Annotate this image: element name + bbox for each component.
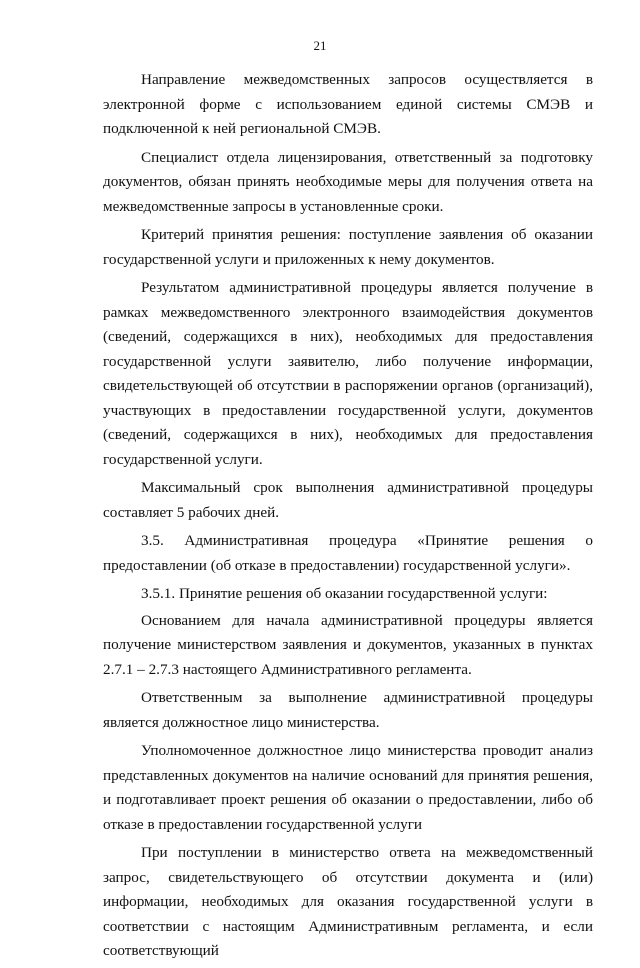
paragraph-licensing-specialist: Специалист отдела лицензирования, ответственный за подготовку документов, обязан принять необходимые меры для получения ответа на межведомственные запросы в установленные сроки. [103,148,593,215]
paragraph-decision-criterion: Критерий принятия решения: поступление заявления об оказании государственной услуги и приложенных к нему документов. [103,226,593,268]
subsection-heading-3-5-1: 3.5.1. Принятие решения об оказании государственной услуги: [141,585,548,602]
paragraph-responsible-official: Ответственным за выполнение административной процедуры является должностное лицо министерства. [103,689,593,731]
paragraph-max-duration: Максимальный срок выполнения административной процедуры составляет 5 рабочих дней. [103,479,593,521]
paragraph-smev-requests: Направление межведомственных запросов осуществляется в электронной форме с использованием единой системы СМЭВ и подключенной к ней региональной СМЭВ. [103,71,593,137]
paragraph-interagency-response: При поступлении в министерство ответа на межведомственный запрос, свидетельствующего об отсутствии документа и (или) информации, необходимых для оказания государственной услуги в соответствии с настоящим Административным регламента, и если соответствующий [103,844,593,959]
paragraph-procedure-basis: Основанием для начала административной процедуры является получение министерством заявления и документов, указанных в пунктах 2.7.1 – 2.7.3 настоящего Административного регламента. [103,611,593,678]
section-heading-3-5: 3.5. Административная процедура «Принятие решения о предоставлении (об отказе в предоставлении) государственной услуги». [103,532,593,574]
paragraph-document-analysis: Уполномоченное должностное лицо министерства проводит анализ представленных документов на наличие оснований для принятия решения, и подготавливает проект решения об оказании о предоставлении, либо об отказе в предоставлении государственной услуги [103,742,593,833]
page-number: 21 [313,38,327,53]
document-body [103,68,593,968]
paragraph-procedure-result: Результатом административной процедуры является получение в рамках межведомственного электронного взаимодействия документов (сведений, содержащихся в них), необходимых для предоставления государственной услуги заявителю, либо получение информации, свидетельствующей об отсутствии в распоряжении органов (организаций), участвующих в предоставлении государственной услуги, документов (сведений, содержащихся в них), необходимых для предоставления государственной услуги. [103,279,593,468]
